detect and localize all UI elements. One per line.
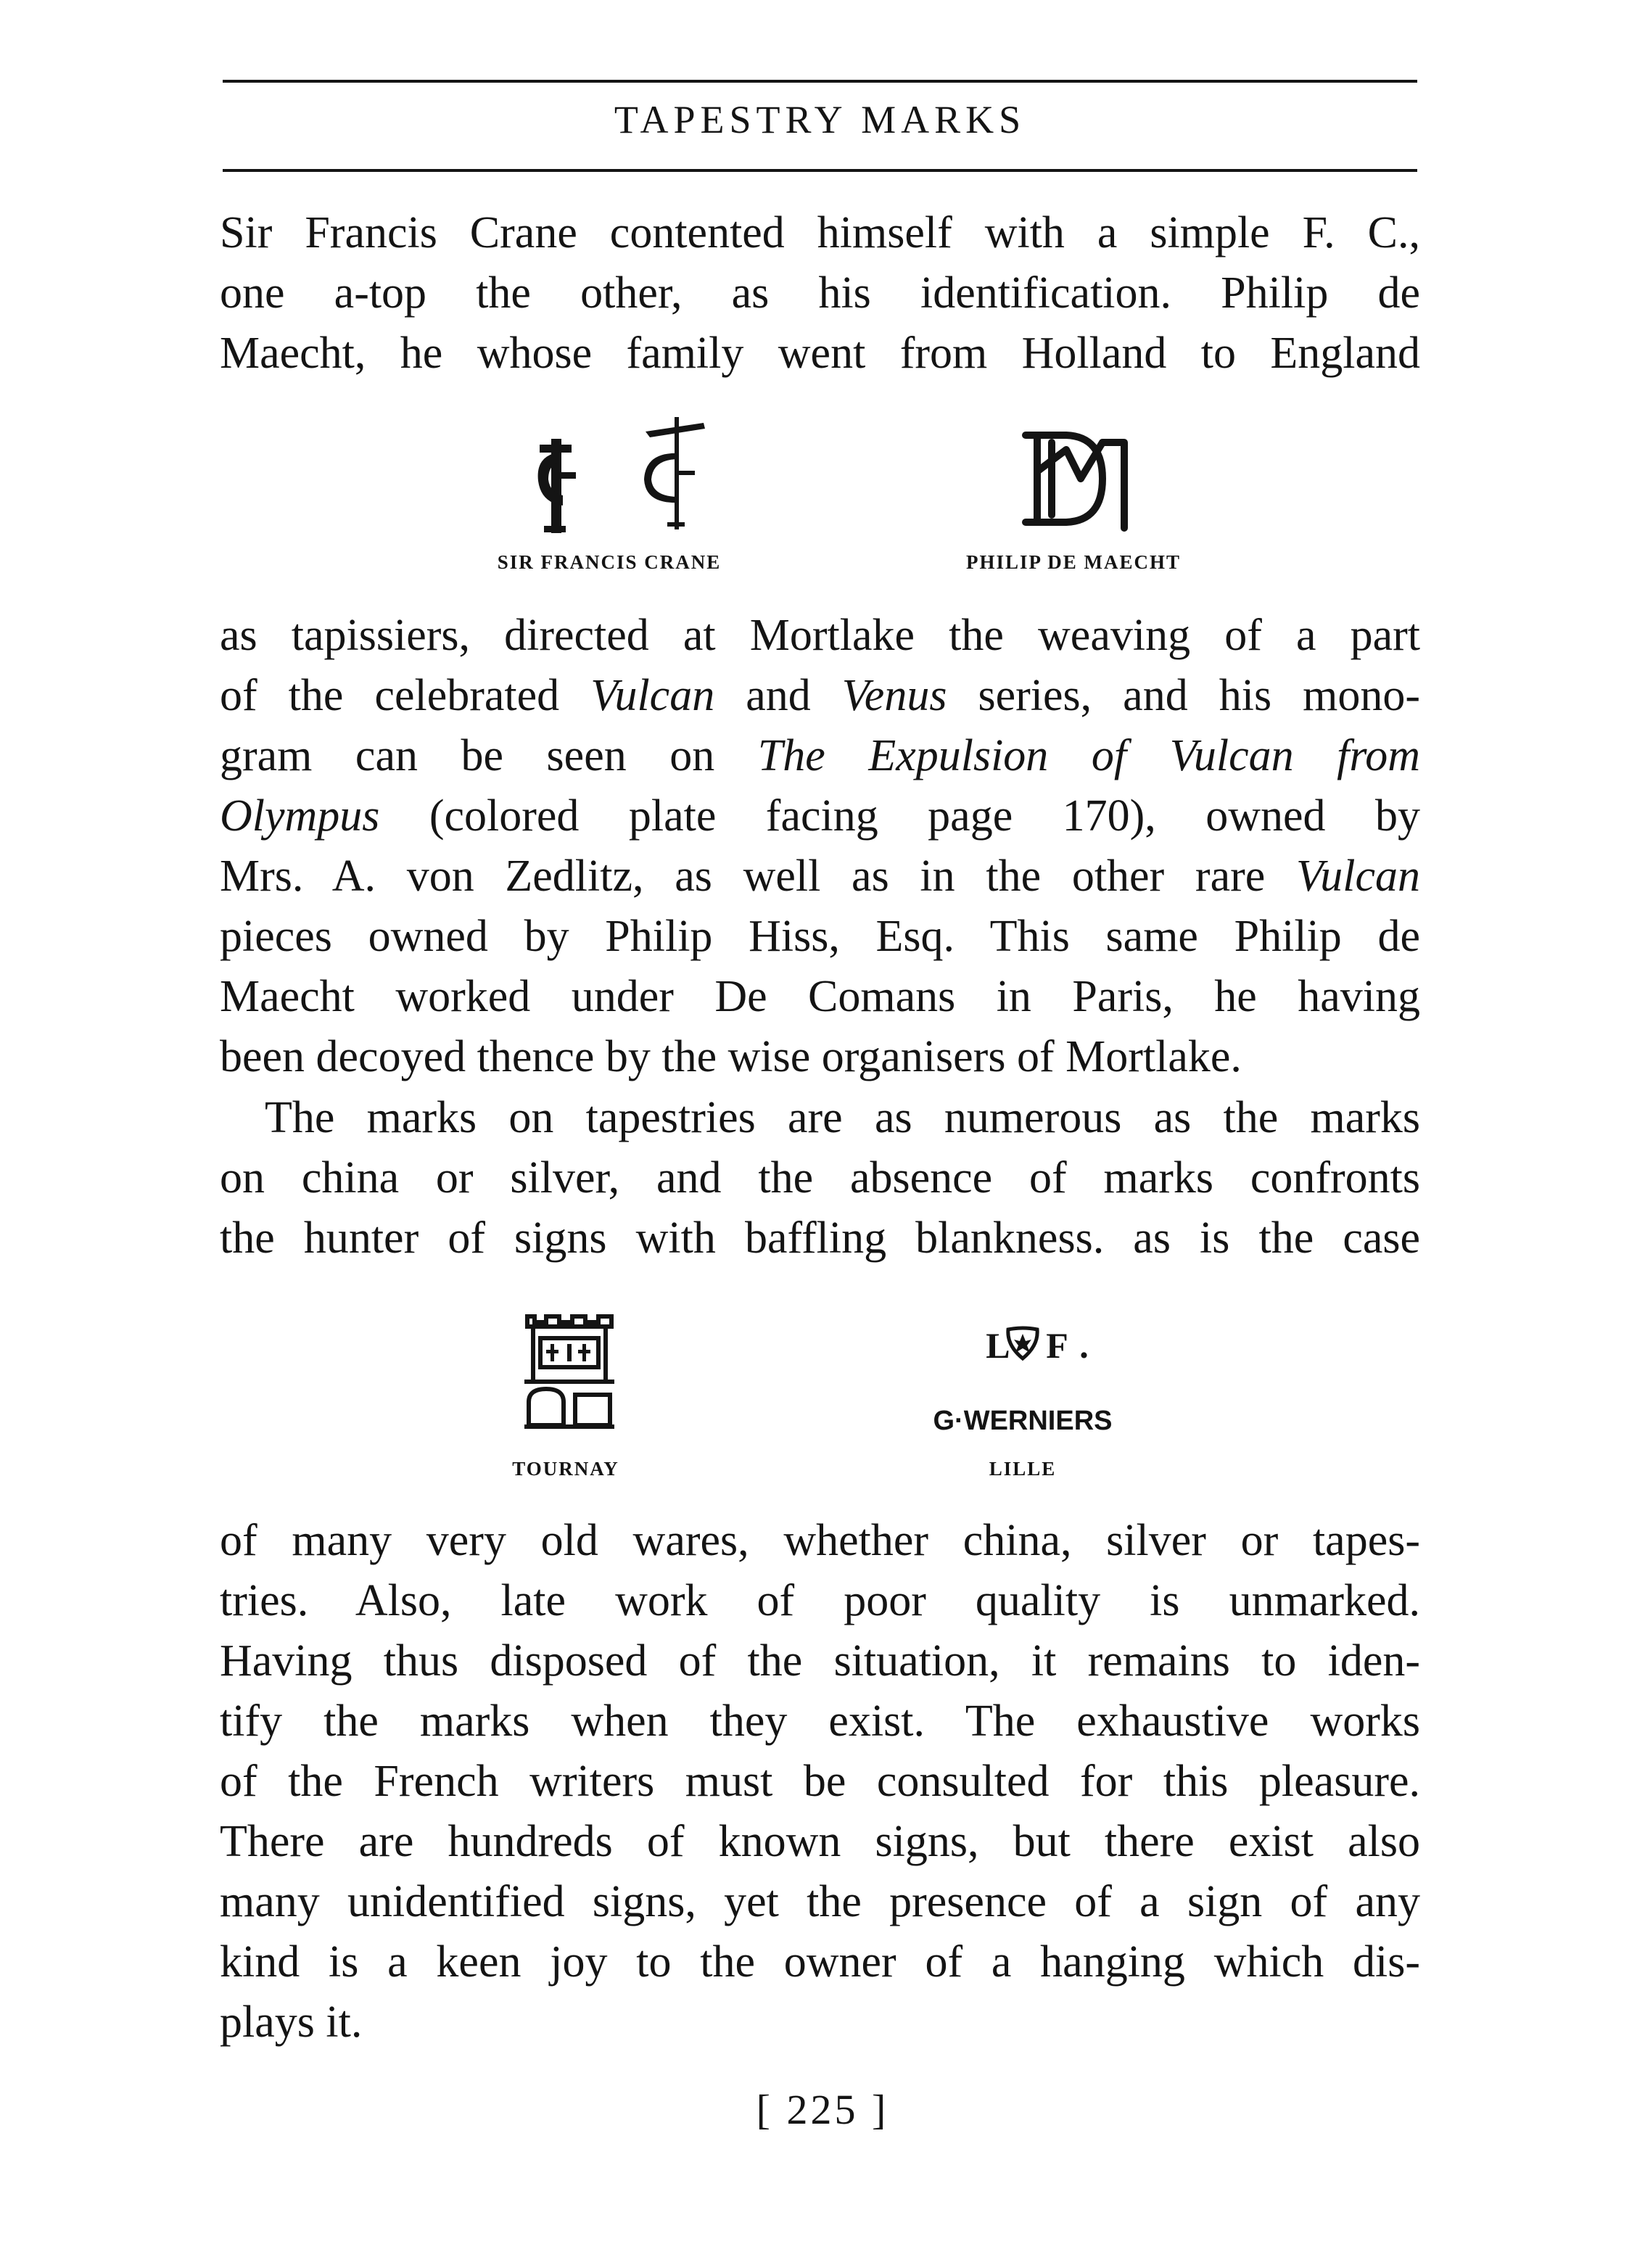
tournay-caption: TOURNAY (512, 1458, 619, 1480)
text-line (220, 666, 1420, 726)
text-line: Having thus disposed of the situation, it remains to iden- (220, 1636, 1420, 1686)
paragraph-1 (220, 203, 1420, 384)
lille-mark-weaver-name: G·WERNIERS (933, 1406, 1113, 1436)
italic-run: Olympus (220, 791, 380, 841)
italic-run: Vulcan (590, 671, 715, 720)
text-run: gram can be seen on (220, 731, 758, 780)
paragraph-2 (220, 606, 1420, 1087)
text-line: The marks on tapestries are as numerous as the marks (265, 1093, 1420, 1142)
text-line: many unidentified signs, yet the presence of a sign of any (220, 1877, 1420, 1926)
text-run: of the celebrated (220, 671, 591, 720)
italic-run: Venus (841, 671, 947, 720)
philip-de-maecht-monogram-icon (1015, 421, 1146, 537)
text-line (220, 846, 1420, 907)
text-line: Maecht worked under De Comans in Paris, he having (220, 972, 1420, 1021)
text-line: tify the marks when they exist. The exhaustive works (220, 1696, 1420, 1746)
text-run: (colored plate facing page 170), owned by (379, 791, 1420, 841)
page-number: [ 225 ] (756, 2086, 889, 2133)
text-line: of the French writers must be consulted for this pleasure. (220, 1757, 1420, 1806)
text-run: Mrs. A. von Zedlitz, as well as in the other rare (220, 851, 1296, 901)
running-header: TAPESTRY MARKS (614, 98, 1026, 141)
lille-caption: LILLE (989, 1458, 1057, 1480)
text-line: tries. Also, late work of poor quality is unmarked. (220, 1576, 1420, 1625)
text-line: Maecht, he whose family went from Holland to England (220, 329, 1420, 378)
text-line (220, 786, 1420, 846)
text-line: of many very old wares, whether china, silver or tapes- (220, 1516, 1420, 1565)
text-line (220, 726, 1420, 786)
text-line: as tapissiers, directed at Mortlake the weaving of a part (220, 611, 1420, 660)
italic-run: Vulcan (1295, 851, 1420, 901)
text-run: series, and his mono- (947, 671, 1420, 720)
text-line: pieces owned by Philip Hiss, Esq. This same Philip de (220, 912, 1420, 961)
text-line: one a-top the other, as his identification. Philip de (220, 268, 1420, 318)
text-line: There are hundreds of known signs, but there exist also (220, 1817, 1420, 1866)
text-line: been decoyed thence by the wise organisers of Mortlake. (220, 1032, 1242, 1081)
paragraph-3 (220, 1088, 1420, 1269)
text-line: kind is a keen joy to the owner of a hanging which dis- (220, 1937, 1420, 1987)
text-line: Sir Francis Crane contented himself with a simple F. C., (220, 208, 1420, 257)
tournay-tower-mark-icon (519, 1309, 620, 1440)
lille-mark-initials: L F. (986, 1325, 1103, 1366)
text-line: plays it. (220, 1997, 363, 2047)
header-rule-bottom (223, 169, 1417, 172)
header-rule-top (223, 80, 1417, 83)
text-line: the hunter of signs with baffling blankness. as is the case (220, 1213, 1420, 1263)
maecht-caption: PHILIP DE MAECHT (965, 551, 1182, 573)
francis-crane-monogram-icon (529, 410, 733, 540)
text-line: on china or silver, and the absence of marks confronts (220, 1153, 1420, 1203)
paragraph-4 (220, 1511, 1420, 2053)
italic-run: The Expulsion of Vulcan from (757, 731, 1420, 780)
text-run: and (714, 671, 842, 720)
crane-caption: SIR FRANCIS CRANE (497, 551, 722, 573)
